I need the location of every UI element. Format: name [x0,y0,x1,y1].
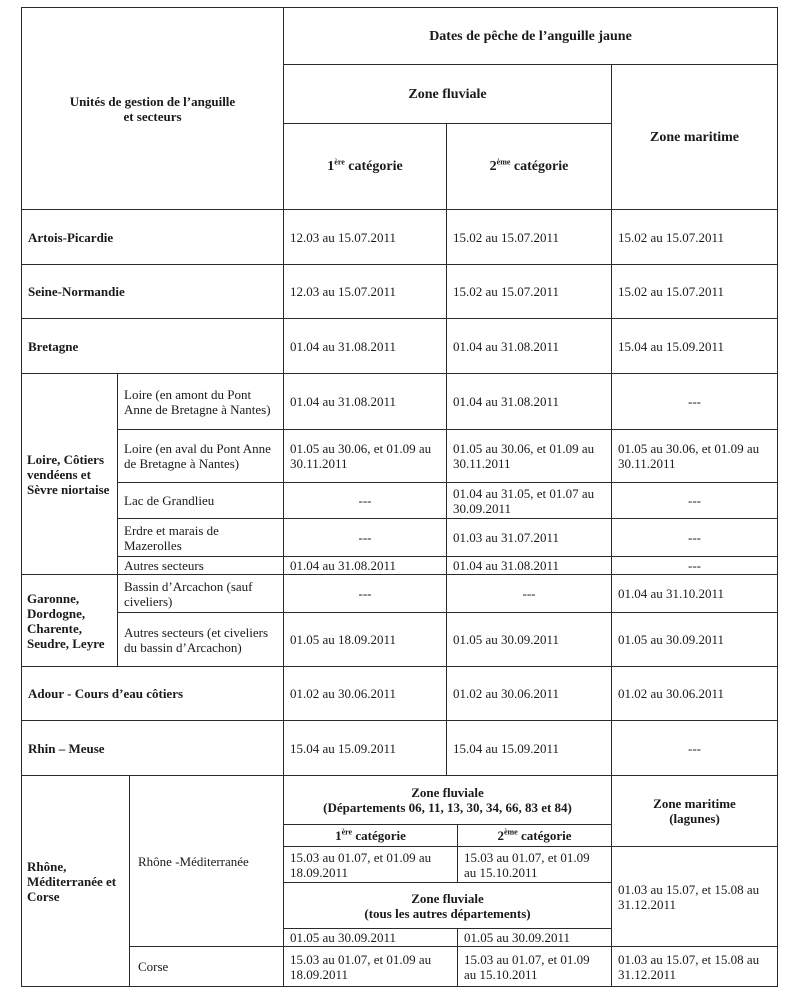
row-artois-name: Artois-Picardie [21,209,284,265]
row-rhone-group: Rhône, Méditerranée et Corse [21,775,130,987]
rhone-zm-title: Zone maritime [653,796,736,811]
row-rhone-corse-name: Corse [129,946,284,987]
row-seine-name: Seine-Normandie [21,264,284,319]
row-rhin-name: Rhin – Meuse [21,720,284,776]
header-zone-maritime [611,64,778,210]
header-units [21,7,284,210]
header-zone-fluviale [283,64,612,124]
row-loire-s5-maritime: --- [611,556,778,575]
row-bretagne-maritime: 15.04 au 15.09.2011 [611,318,778,374]
row-loire-s2-cat2: 01.05 au 30.06, et 01.09 au 30.11.2011 [446,429,612,483]
rhone-cat1-header: 1ère catégorie [283,824,458,847]
row-rhone-rm-name: Rhône -Méditerranée [129,775,284,947]
rhone-zf2-sub: (tous les autres départements) [364,905,531,921]
row-loire-s3-name: Lac de Grandlieu [117,482,284,519]
header-main-title [283,7,778,65]
row-adour-cat1: 01.02 au 30.06.2011 [283,666,447,721]
row-garonne-s2-maritime: 01.05 au 30.09.2011 [611,612,778,667]
zone-fluviale-label: Zone fluviale [408,86,487,102]
main-title: Dates de pêche de l’anguille jaune [429,28,632,44]
row-artois-maritime: 15.02 au 15.07.2011 [611,209,778,265]
rhone-rm-cat2: 15.03 au 01.07, et 01.09 au 15.10.2011 [457,846,612,883]
row-bretagne-cat1: 01.04 au 31.08.2011 [283,318,447,374]
row-loire-s2-name: Loire (en aval du Pont Anne de Bretagne à Nantes) [117,429,284,483]
row-adour-maritime: 01.02 au 30.06.2011 [611,666,778,721]
row-seine-maritime: 15.02 au 15.07.2011 [611,264,778,319]
row-adour-name: Adour - Cours d’eau côtiers [21,666,284,721]
rhone-rm-maritime: 01.03 au 15.07, et 15.08 au 31.12.2011 [611,846,778,947]
row-loire-s4-maritime: --- [611,518,778,557]
row-loire-s4-name: Erdre et marais de Mazerolles [117,518,284,557]
rhone-zm-sub: (lagunes) [669,811,720,826]
row-loire-s5-cat2: 01.04 au 31.08.2011 [446,556,612,575]
row-artois-cat1: 12.03 au 15.07.2011 [283,209,447,265]
row-loire-s5-name: Autres secteurs [117,556,284,575]
row-artois-cat2: 15.02 au 15.07.2011 [446,209,612,265]
row-loire-s1-name: Loire (en amont du Pont Anne de Bretagne à Nantes) [117,373,284,430]
row-loire-s5-cat1: 01.04 au 31.08.2011 [283,556,447,575]
row-seine-cat2: 15.02 au 15.07.2011 [446,264,612,319]
row-loire-s1-cat1: 01.04 au 31.08.2011 [283,373,447,430]
cat1-label: 1ère catégorie [327,157,403,174]
row-adour-cat2: 01.02 au 30.06.2011 [446,666,612,721]
row-loire-s1-cat2: 01.04 au 31.08.2011 [446,373,612,430]
row-rhin-cat1: 15.04 au 15.09.2011 [283,720,447,776]
row-bretagne-name: Bretagne [21,318,284,374]
row-garonne-s2-cat2: 01.05 au 30.09.2011 [446,612,612,667]
row-garonne-s2-cat1: 01.05 au 18.09.2011 [283,612,447,667]
row-rhin-cat2: 15.04 au 15.09.2011 [446,720,612,776]
row-loire-s2-cat1: 01.05 au 30.06, et 01.09 au 30.11.2011 [283,429,447,483]
rhone-rm2-cat1: 01.05 au 30.09.2011 [283,928,458,947]
row-loire-s1-maritime: --- [611,373,778,430]
rhone-zone-fluviale-header [283,775,612,825]
rhone-rm-cat1: 15.03 au 01.07, et 01.09 au 18.09.2011 [283,846,458,883]
row-garonne-s1-name: Bassin d’Arcachon (sauf civeliers) [117,574,284,613]
row-loire-s2-maritime: 01.05 au 30.06, et 01.09 au 30.11.2011 [611,429,778,483]
row-loire-s4-cat1: --- [283,518,447,557]
row-loire-s4-cat2: 01.03 au 31.07.2011 [446,518,612,557]
rhone-rm2-cat2: 01.05 au 30.09.2011 [457,928,612,947]
row-garonne-s1-maritime: 01.04 au 31.10.2011 [611,574,778,613]
rhone-zone-fluviale-2-header [283,882,612,929]
rhone-corse-cat2: 15.03 au 01.07, et 01.09 au 15.10.2011 [457,946,612,987]
row-garonne-group: Garonne, Dordogne, Charente, Seudre, Leyre [21,574,118,667]
units-title: Unités de gestion de l’anguille et secteurs [69,93,236,124]
row-loire-s3-maritime: --- [611,482,778,519]
rhone-corse-maritime: 01.03 au 15.07, et 15.08 au 31.12.2011 [611,946,778,987]
header-cat2 [446,123,612,210]
row-garonne-s2-name: Autres secteurs (et civeliers du bassin d’Arcachon) [117,612,284,667]
row-garonne-s1-cat2: --- [446,574,612,613]
row-loire-s3-cat1: --- [283,482,447,519]
row-garonne-s1-cat1: --- [283,574,447,613]
row-seine-cat1: 12.03 au 15.07.2011 [283,264,447,319]
row-loire-group: Loire, Côtiers vendéens et Sèvre niortaise [21,373,118,575]
row-rhin-maritime: --- [611,720,778,776]
row-loire-s3-cat2: 01.04 au 31.05, et 01.07 au 30.09.2011 [446,482,612,519]
rhone-zone-maritime-header [611,775,778,847]
rhone-corse-cat1: 15.03 au 01.07, et 01.09 au 18.09.2011 [283,946,458,987]
header-cat1 [283,123,447,210]
zone-maritime-label: Zone maritime [649,129,740,145]
rhone-zf1-sub: (Départements 06, 11, 13, 30, 34, 66, 83 et 84) [323,800,572,815]
cat2-label: 2ème catégorie [489,157,569,174]
rhone-zf1-title: Zone fluviale [411,785,484,800]
rhone-zf2-title: Zone fluviale [411,890,484,906]
rhone-cat2-header: 2ème catégorie [457,824,612,847]
row-bretagne-cat2: 01.04 au 31.08.2011 [446,318,612,374]
